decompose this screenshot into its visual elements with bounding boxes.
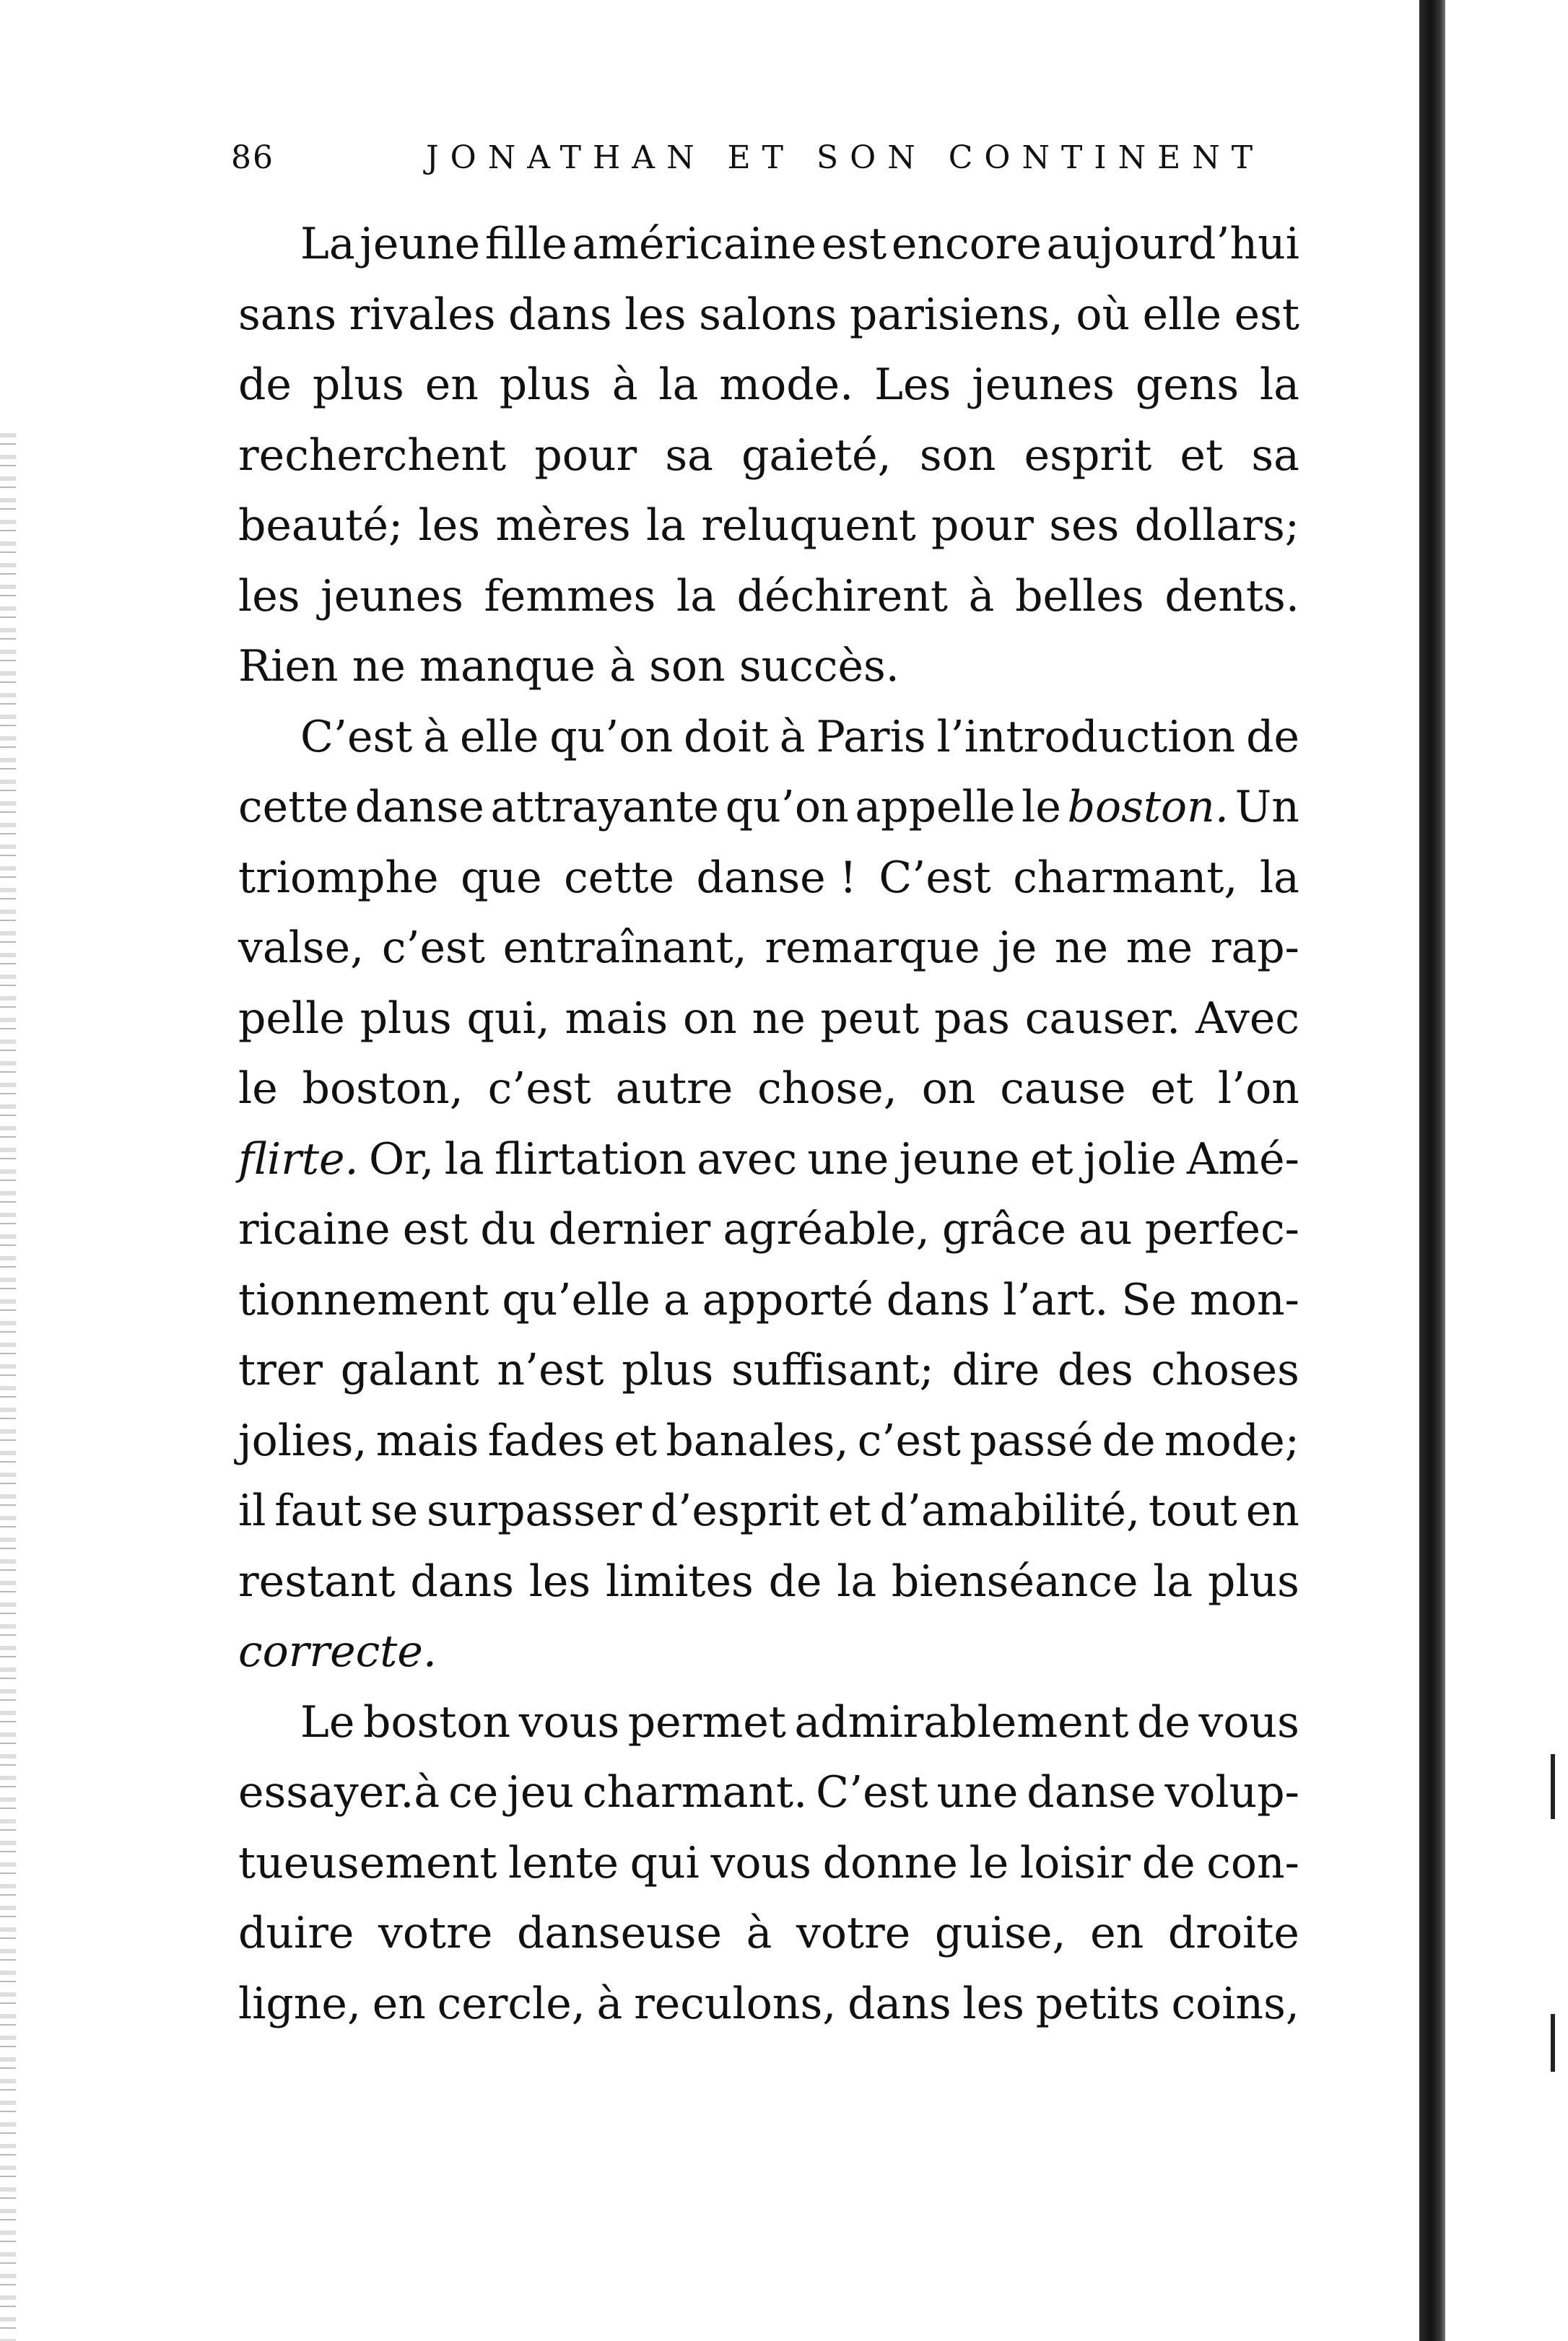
word: loisir: [1019, 1837, 1131, 1888]
word: sans: [238, 289, 336, 340]
word: cette: [564, 852, 674, 903]
word: qui,: [466, 993, 550, 1044]
text-line: [238, 1335, 1299, 1406]
word: cause: [1000, 1063, 1126, 1114]
text-line: [238, 1195, 1299, 1265]
word: on: [921, 1063, 976, 1114]
word: n’est: [497, 1345, 604, 1395]
page-number: 86: [231, 139, 274, 176]
word: Rien: [238, 641, 339, 692]
word: de: [1137, 1696, 1190, 1748]
word: appelle: [855, 782, 1016, 832]
word: dollars;: [1134, 500, 1299, 551]
word: pelle: [238, 993, 345, 1044]
word: boston.: [1067, 782, 1229, 832]
word: rivales: [349, 289, 496, 340]
word: Avec: [1195, 993, 1299, 1044]
word: aujourd’hui: [1046, 219, 1299, 269]
word: Les: [874, 359, 951, 410]
text-line: [238, 1406, 1299, 1477]
word: mode.: [719, 359, 854, 410]
word: les: [418, 500, 480, 551]
text-line: [238, 1969, 1299, 2040]
word: dans: [886, 1274, 990, 1325]
word: ses: [1049, 500, 1120, 551]
word: permet: [627, 1696, 786, 1748]
word: dents.: [1164, 570, 1299, 622]
word: esprit: [1024, 430, 1152, 481]
word: choses: [1151, 1345, 1299, 1395]
word: La: [300, 219, 355, 269]
word: au: [1079, 1204, 1133, 1255]
word: cette: [238, 782, 349, 832]
word: il: [238, 1486, 266, 1536]
word: les: [962, 1978, 1024, 2029]
word: salons: [699, 289, 837, 340]
word: des: [1058, 1345, 1133, 1395]
text-line: [238, 1688, 1299, 1758]
word: belles: [1015, 570, 1144, 622]
word: jolie: [1083, 1133, 1177, 1185]
word: est: [1234, 289, 1299, 340]
word: banales,: [666, 1415, 849, 1466]
word: attrayante: [490, 782, 719, 832]
word: son: [919, 430, 996, 481]
word: qu’on: [725, 782, 849, 832]
text-line: [238, 1828, 1299, 1899]
word: ne: [1054, 923, 1109, 973]
word: elle: [459, 711, 539, 762]
text-line: [238, 984, 1299, 1055]
word: surpasser: [427, 1486, 643, 1536]
word: qui: [630, 1837, 700, 1888]
word: de: [1141, 1837, 1195, 1888]
word: la: [837, 1556, 877, 1607]
word: c’est: [487, 1063, 591, 1114]
word: beauté;: [238, 500, 404, 551]
word: trer: [238, 1345, 323, 1395]
word: dire: [951, 1345, 1040, 1395]
running-title: JONATHAN ET SON CONTINENT: [426, 139, 1265, 176]
word: encore: [891, 219, 1042, 269]
text-line: [238, 421, 1299, 492]
word: admirablement: [794, 1696, 1129, 1748]
word: à: [609, 641, 635, 692]
word: la: [1259, 852, 1299, 903]
word: dans: [848, 1978, 951, 2029]
word: et: [1180, 430, 1224, 481]
word: causer.: [1024, 993, 1181, 1044]
word: de: [238, 359, 292, 410]
word: vous: [710, 1837, 811, 1888]
word: les: [528, 1556, 591, 1607]
word: lente: [508, 1837, 619, 1888]
word: plus: [1207, 1556, 1299, 1607]
word: manque: [419, 641, 596, 692]
word: la: [676, 570, 716, 622]
word: correcte.: [238, 1626, 437, 1677]
word: d’esprit: [650, 1486, 820, 1536]
word: et: [1029, 1133, 1073, 1185]
word: dans: [508, 289, 612, 340]
word: rap-: [1210, 923, 1299, 973]
word: qu’elle: [502, 1274, 650, 1325]
scan-left-edge: [0, 433, 16, 2341]
word: valse,: [238, 923, 365, 973]
word: charmant,: [1013, 852, 1238, 903]
word: tout: [1148, 1486, 1237, 1536]
word: américaine: [572, 219, 817, 269]
word: que: [461, 852, 542, 903]
word: en: [424, 359, 479, 410]
word: sa: [1251, 430, 1299, 481]
word: peut: [820, 993, 920, 1044]
word: de: [768, 1556, 822, 1607]
text-line: [238, 1125, 1299, 1195]
word: fades: [487, 1415, 606, 1466]
word: et: [614, 1415, 658, 1466]
word: de: [1246, 711, 1299, 762]
word: les: [238, 570, 300, 622]
word: est: [402, 1204, 469, 1255]
word: plus: [622, 1345, 714, 1395]
word: a: [663, 1274, 689, 1325]
word: suffisant;: [731, 1345, 934, 1395]
word: chose,: [757, 1063, 897, 1114]
word: faut: [274, 1486, 362, 1536]
scan-right-margin: [1445, 0, 1568, 2341]
word: volup-: [1164, 1767, 1299, 1818]
word: jolies,: [238, 1415, 367, 1466]
word: du: [480, 1204, 536, 1255]
word: pour: [534, 430, 637, 481]
word: se: [370, 1486, 419, 1536]
word: d’amabilité,: [879, 1486, 1141, 1536]
word: entraînant,: [502, 923, 747, 973]
word: le: [969, 1837, 1009, 1888]
text-line: [238, 1265, 1299, 1336]
word: le: [1022, 782, 1061, 832]
word: qu’on: [549, 711, 674, 762]
word: guise,: [934, 1908, 1066, 1958]
word: coins,: [1171, 1978, 1299, 2029]
text-line: [238, 1898, 1299, 1969]
word: danseuse: [516, 1908, 723, 1958]
word: l’art.: [1003, 1274, 1109, 1325]
word: la: [646, 500, 687, 551]
word: en: [1245, 1486, 1299, 1536]
word: elle: [1142, 289, 1222, 340]
text-line: [238, 280, 1299, 351]
word: danse !: [696, 852, 857, 903]
word: plus: [360, 993, 452, 1044]
word: flirte.: [238, 1133, 359, 1185]
word: charmant.: [583, 1767, 808, 1818]
word: c’est: [381, 923, 485, 973]
word: mon-: [1189, 1274, 1299, 1325]
word: dans: [410, 1556, 514, 1607]
word: grâce: [941, 1204, 1066, 1255]
text-line: [238, 1617, 1299, 1688]
word: les: [624, 289, 687, 340]
text-line: [238, 772, 1299, 843]
word: bienséance: [891, 1556, 1138, 1607]
word: boston: [362, 1696, 511, 1748]
text-line: [238, 1476, 1299, 1547]
word: à: [968, 570, 995, 622]
word: en: [372, 1978, 426, 2029]
word: reluquent: [701, 500, 916, 551]
scan-binding-shadow: [1419, 0, 1445, 2341]
word: mères: [495, 500, 631, 551]
word: me: [1125, 923, 1193, 973]
word: à: [596, 1978, 623, 2029]
word: fille: [484, 219, 567, 269]
word: essayer.à: [238, 1767, 440, 1818]
text-line: [238, 1547, 1299, 1618]
word: gens: [1135, 359, 1240, 410]
text-line: [238, 209, 1299, 280]
word: boston,: [302, 1063, 463, 1114]
word: flirtation: [495, 1133, 687, 1185]
word: vous: [1198, 1696, 1299, 1748]
word: sa: [665, 430, 713, 481]
word: la: [658, 359, 699, 410]
word: restant: [238, 1556, 396, 1607]
scan-mark: [1551, 1754, 1555, 1819]
word: à: [423, 711, 450, 762]
word: le: [238, 1063, 278, 1114]
word: tueusement: [238, 1837, 497, 1888]
word: et: [1150, 1063, 1194, 1114]
word: reculons,: [634, 1978, 837, 2029]
word: dernier: [548, 1204, 711, 1255]
word: la: [1260, 359, 1299, 410]
word: ligne,: [238, 1978, 362, 2029]
word: duire: [238, 1908, 354, 1958]
word: une: [936, 1767, 1019, 1818]
word: petits: [1035, 1978, 1160, 2029]
word: galant: [340, 1345, 479, 1395]
word: une: [807, 1133, 889, 1185]
text-line: [238, 702, 1299, 773]
word: con-: [1206, 1837, 1299, 1888]
body-text: [238, 209, 1299, 2039]
word: cercle,: [437, 1978, 585, 2029]
word: plus: [499, 359, 591, 410]
word: gaieté,: [741, 430, 892, 481]
word: apporté: [702, 1274, 874, 1325]
word: je: [998, 923, 1037, 973]
word: remarque: [765, 923, 980, 973]
word: mode;: [1164, 1415, 1299, 1466]
word: déchirent: [736, 570, 948, 622]
word: triomphe: [238, 852, 439, 903]
text-line: [238, 632, 1299, 702]
word: la: [1153, 1556, 1193, 1607]
word: et: [827, 1486, 871, 1536]
word: danse: [1027, 1767, 1157, 1818]
word: votre: [378, 1908, 493, 1958]
word: à: [779, 711, 806, 762]
word: ricaine: [238, 1204, 391, 1255]
text-line: [238, 350, 1299, 421]
word: l’on: [1217, 1063, 1299, 1114]
text-line: [238, 843, 1299, 914]
word: succès.: [739, 641, 900, 692]
word: doit: [684, 711, 769, 762]
word: passé: [970, 1415, 1094, 1466]
word: ce: [448, 1767, 499, 1818]
word: l’introduction: [936, 711, 1236, 762]
running-head: [231, 136, 1314, 179]
word: avec: [697, 1133, 798, 1185]
word: ne: [352, 641, 406, 692]
word: où: [1076, 289, 1131, 340]
word: c’est: [857, 1415, 961, 1466]
word: jeune: [899, 1133, 1020, 1185]
word: plus: [312, 359, 404, 410]
word: mais: [375, 1415, 479, 1466]
word: pas: [933, 993, 1010, 1044]
word: son: [649, 641, 726, 692]
word: est: [821, 219, 887, 269]
word: C’est: [879, 852, 991, 903]
word: Le: [300, 1696, 355, 1748]
word: pour: [931, 500, 1034, 551]
word: mais: [565, 993, 668, 1044]
word: Se: [1121, 1274, 1177, 1325]
word: droite: [1167, 1908, 1299, 1958]
word: de: [1102, 1415, 1156, 1466]
text-line: [238, 1054, 1299, 1125]
word: recherchent: [238, 430, 507, 481]
word: ne: [752, 993, 806, 1044]
word: Un: [1234, 782, 1299, 832]
text-line: [238, 1758, 1299, 1828]
word: votre: [796, 1908, 911, 1958]
text-line: [238, 913, 1299, 984]
word: jeunes: [972, 359, 1115, 410]
text-line: [238, 562, 1299, 632]
word: Or,: [368, 1133, 435, 1185]
word: en: [1090, 1908, 1144, 1958]
word: perfec-: [1144, 1204, 1299, 1255]
word: autre: [615, 1063, 733, 1114]
word: on: [683, 993, 737, 1044]
word: la: [444, 1133, 484, 1185]
word: C’est: [300, 711, 413, 762]
word: parisiens,: [849, 289, 1063, 340]
scan-mark: [1551, 2014, 1555, 2072]
word: jeu: [507, 1767, 575, 1818]
text-line: [238, 491, 1299, 562]
word: Paris: [816, 711, 926, 762]
word: limites: [605, 1556, 754, 1607]
word: jeunes: [321, 570, 463, 622]
word: vous: [518, 1696, 620, 1748]
word: donne: [822, 1837, 958, 1888]
word: femmes: [484, 570, 656, 622]
word: Amé-: [1186, 1133, 1299, 1185]
word: à: [746, 1908, 772, 1958]
word: agréable,: [723, 1204, 930, 1255]
word: danse: [354, 782, 484, 832]
word: C’est: [816, 1767, 928, 1818]
word: jeune: [360, 219, 481, 269]
word: tionnement: [238, 1274, 489, 1325]
word: à: [611, 359, 638, 410]
